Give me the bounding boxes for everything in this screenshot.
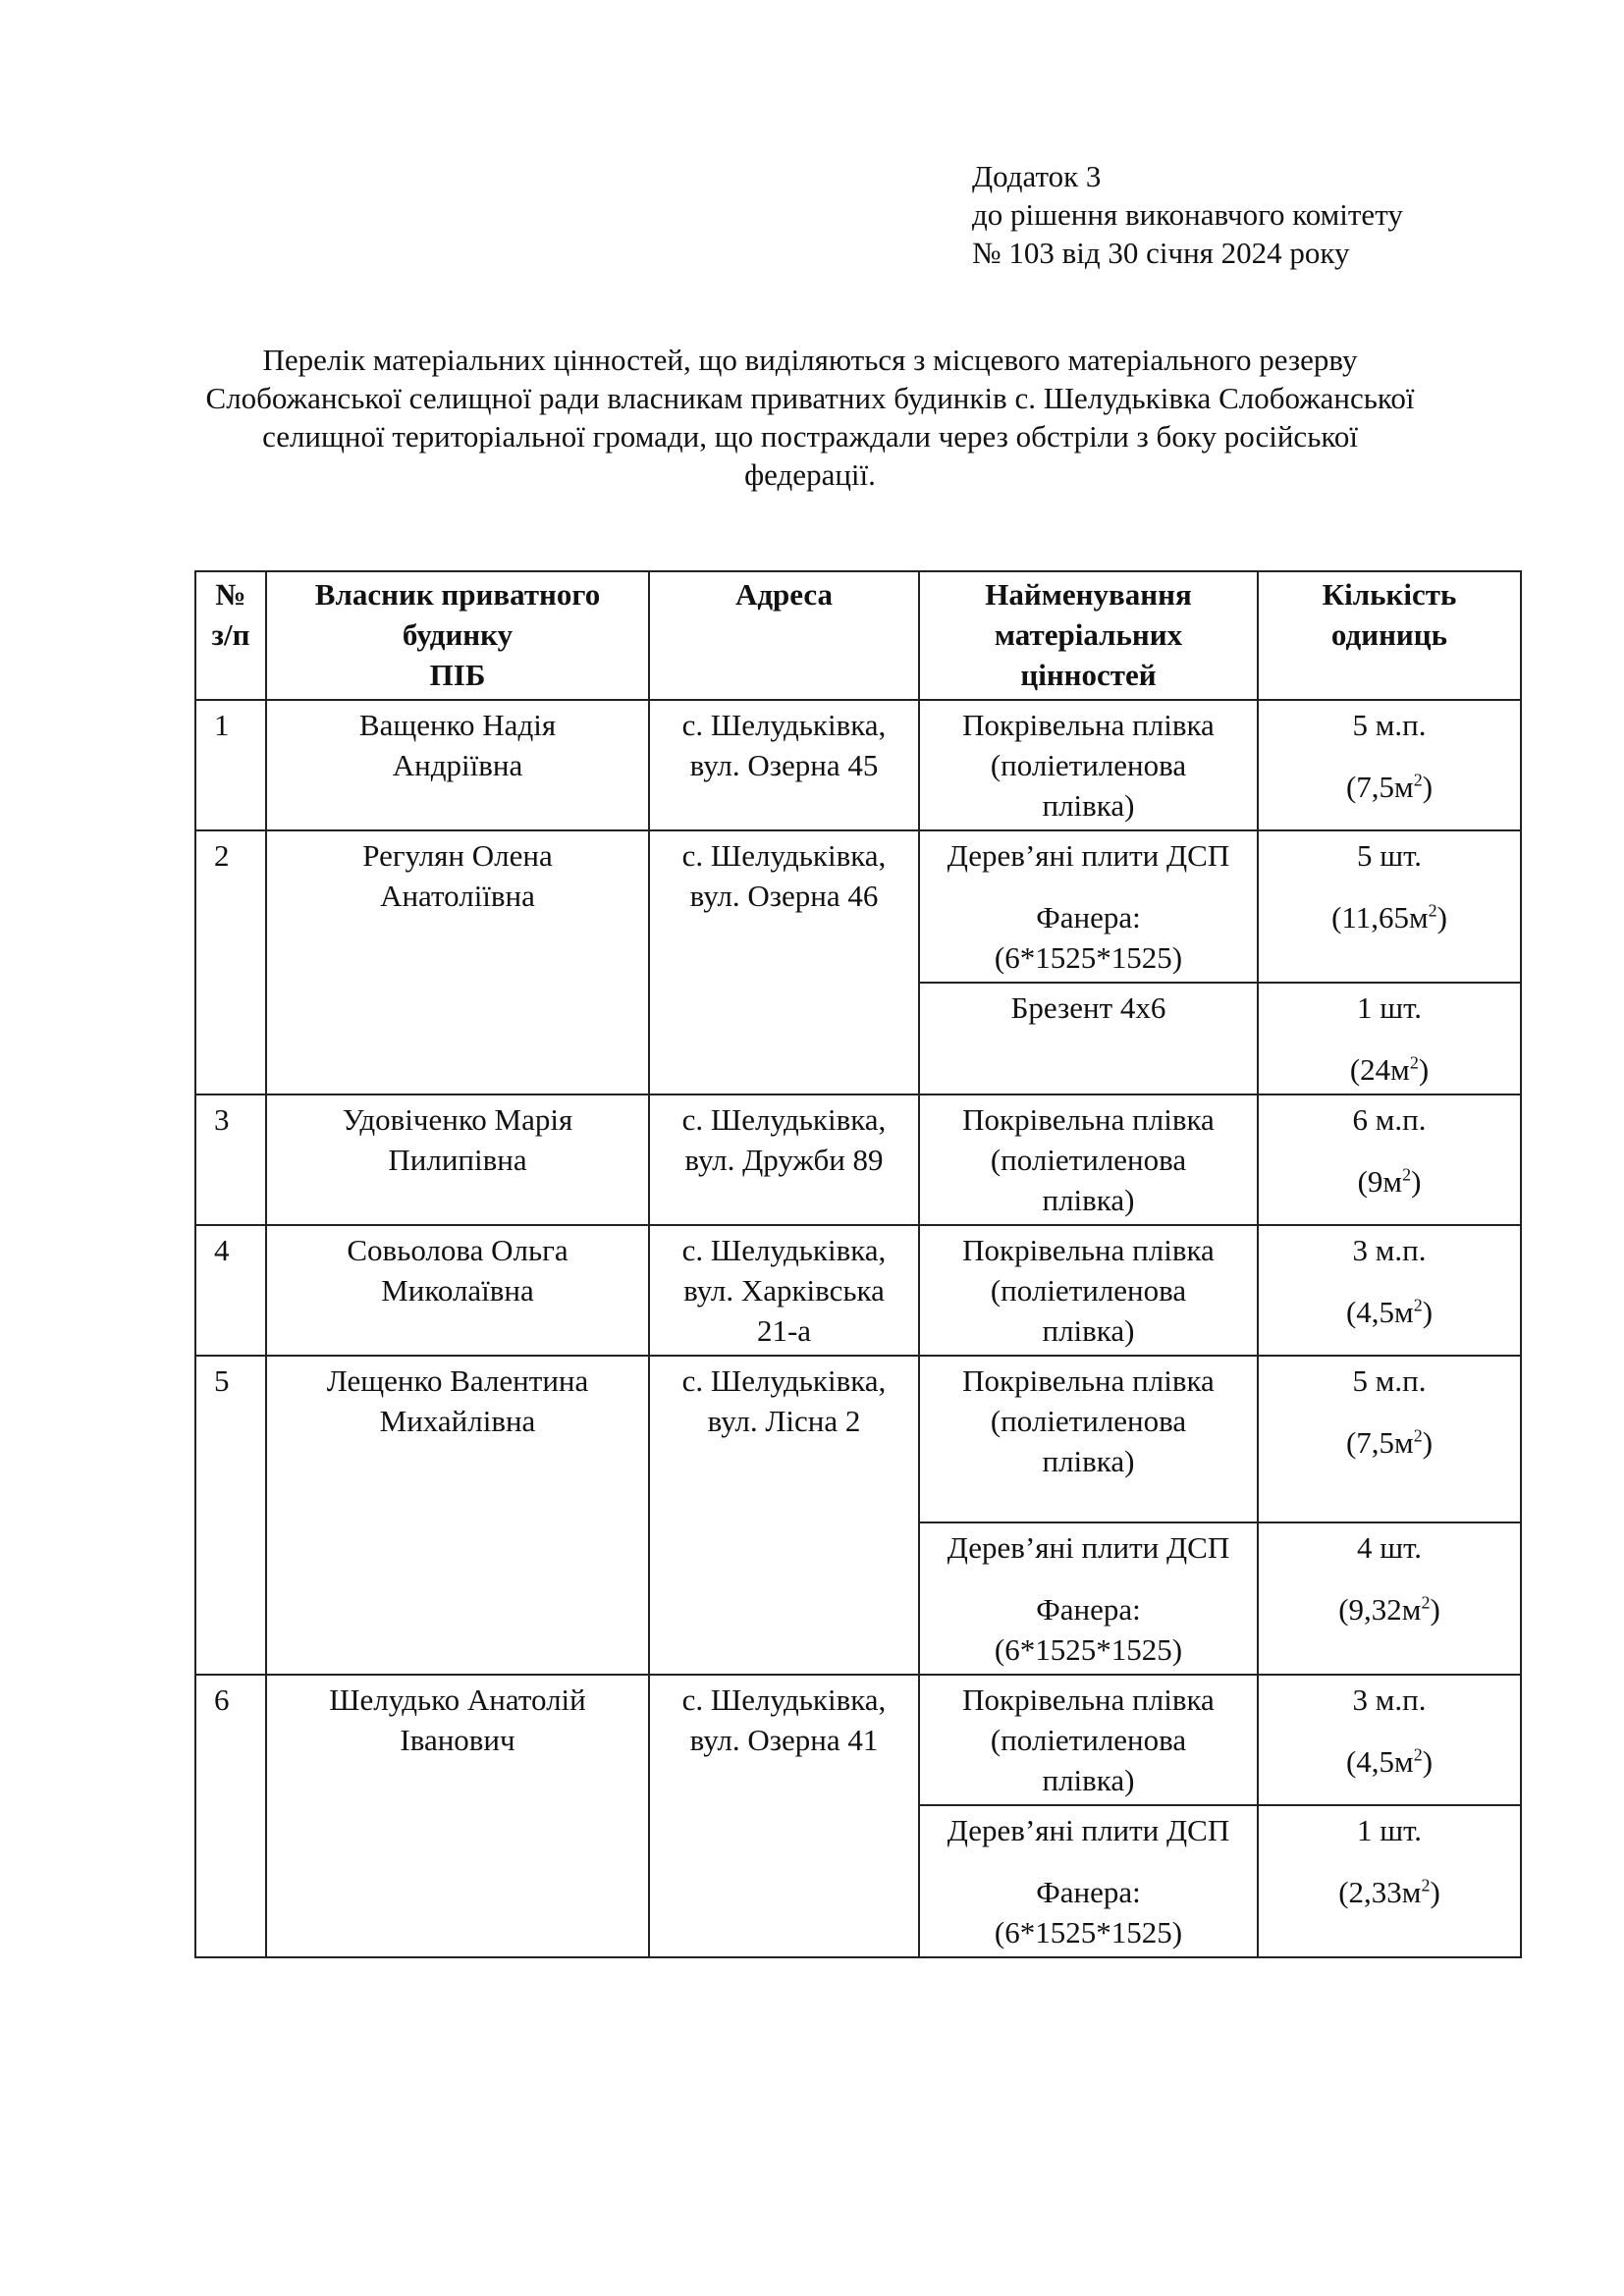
qty-units: 1 шт. bbox=[1356, 990, 1423, 1025]
item-name: Покрівельна плівка (поліетиленова плівка) bbox=[962, 1363, 1215, 1478]
area-close: ) bbox=[1418, 1052, 1430, 1087]
area-close: ) bbox=[1422, 1425, 1434, 1460]
cell-num: 4 bbox=[195, 1225, 266, 1356]
cell-owner: Удовіченко Марія Пилипівна bbox=[266, 1095, 649, 1225]
materials-table bbox=[194, 570, 1522, 1958]
table-row bbox=[195, 700, 1521, 830]
cell-owner: Совьолова Ольга Миколаївна bbox=[266, 1225, 649, 1356]
qty-area bbox=[1269, 1049, 1510, 1090]
cell-qty bbox=[1258, 1522, 1521, 1675]
area-exponent: 2 bbox=[1413, 1295, 1423, 1315]
item-name: Покрівельна плівка (поліетиленова плівка) bbox=[962, 708, 1215, 823]
cell-item bbox=[919, 1805, 1258, 1957]
header-qty: Кількість одиниць bbox=[1258, 571, 1521, 700]
cell-item bbox=[919, 1356, 1258, 1522]
area-value: (9,32м bbox=[1338, 1592, 1422, 1627]
area-value: (7,5м bbox=[1345, 770, 1414, 804]
header-item: Найменування матеріальних цінностей bbox=[919, 571, 1258, 700]
cell-qty bbox=[1258, 1356, 1521, 1522]
document-title bbox=[177, 341, 1443, 494]
cell-owner: Регулян Олена Анатоліївна bbox=[266, 830, 649, 1095]
qty-units: 4 шт. bbox=[1356, 1530, 1423, 1565]
cell-item bbox=[919, 1522, 1258, 1675]
qty-units: 5 шт. bbox=[1356, 838, 1423, 873]
title-line-2: Слобожанської селищної ради власникам приватних будинків с. Шелудьківка Слобожанської bbox=[205, 381, 1415, 415]
cell-num: 3 bbox=[195, 1095, 266, 1225]
area-close: ) bbox=[1422, 770, 1434, 804]
item-spec: Фанера: (6*1525*1525) bbox=[994, 1875, 1183, 1949]
cell-owner: Шелудько Анатолій Іванович bbox=[266, 1675, 649, 1957]
cell-address: с. Шелудьківка, вул. Озерна 41 bbox=[649, 1675, 919, 1957]
cell-num: 5 bbox=[195, 1356, 266, 1675]
cell-address: с. Шелудьківка, вул. Дружби 89 bbox=[649, 1095, 919, 1225]
item-name: Дерев’яні плити ДСП bbox=[947, 838, 1230, 873]
table-row bbox=[195, 1356, 1521, 1522]
qty-area bbox=[1269, 1161, 1510, 1201]
cell-qty bbox=[1258, 1225, 1521, 1356]
cell-item bbox=[919, 830, 1258, 983]
cell-qty bbox=[1258, 1805, 1521, 1957]
qty-area bbox=[1269, 1589, 1510, 1629]
cell-owner: Лещенко Валентина Михайлівна bbox=[266, 1356, 649, 1675]
cell-qty bbox=[1258, 830, 1521, 983]
cell-qty bbox=[1258, 1675, 1521, 1805]
area-exponent: 2 bbox=[1413, 1744, 1423, 1765]
header-owner: Власник приватного будинку ПІБ bbox=[266, 571, 649, 700]
header-address: Адреса bbox=[649, 571, 919, 700]
item-name: Покрівельна плівка (поліетиленова плівка) bbox=[962, 1102, 1215, 1217]
qty-area bbox=[1269, 1872, 1510, 1912]
table-row bbox=[195, 1225, 1521, 1356]
area-exponent: 2 bbox=[1421, 1592, 1431, 1613]
table-row bbox=[195, 1095, 1521, 1225]
qty-units: 1 шт. bbox=[1356, 1813, 1423, 1847]
attachment-line-1: Додаток 3 bbox=[972, 159, 1102, 193]
cell-address: с. Шелудьківка, вул. Озерна 46 bbox=[649, 830, 919, 1095]
item-name: Брезент 4х6 bbox=[1010, 990, 1166, 1025]
attachment-block bbox=[972, 157, 1403, 272]
cell-item bbox=[919, 1095, 1258, 1225]
area-value: (11,65м bbox=[1331, 900, 1429, 934]
cell-qty bbox=[1258, 700, 1521, 830]
area-value: (2,33м bbox=[1338, 1875, 1422, 1909]
area-value: (4,5м bbox=[1345, 1295, 1414, 1329]
item-spec: Фанера: (6*1525*1525) bbox=[994, 1592, 1183, 1667]
area-close: ) bbox=[1422, 1744, 1434, 1779]
table-body bbox=[195, 700, 1521, 1957]
table-row bbox=[195, 1675, 1521, 1805]
area-exponent: 2 bbox=[1409, 1052, 1419, 1073]
qty-area bbox=[1269, 767, 1510, 807]
qty-units: 3 м.п. bbox=[1352, 1233, 1427, 1267]
cell-item bbox=[919, 1225, 1258, 1356]
cell-address: с. Шелудьківка, вул. Озерна 45 bbox=[649, 700, 919, 830]
table-row bbox=[195, 830, 1521, 983]
qty-area bbox=[1269, 1741, 1510, 1782]
cell-qty bbox=[1258, 983, 1521, 1095]
area-value: (4,5м bbox=[1345, 1744, 1414, 1779]
qty-units: 3 м.п. bbox=[1352, 1682, 1427, 1717]
cell-qty bbox=[1258, 1095, 1521, 1225]
title-line-1: Перелік матеріальних цінностей, що виділяються з місцевого матеріального резерву bbox=[262, 343, 1358, 377]
cell-address: с. Шелудьківка, вул. Харківська 21-а bbox=[649, 1225, 919, 1356]
area-value: (9м bbox=[1357, 1164, 1403, 1199]
attachment-line-3: № 103 від 30 січня 2024 року bbox=[972, 236, 1350, 270]
cell-item bbox=[919, 983, 1258, 1095]
area-close: ) bbox=[1430, 1592, 1440, 1627]
header-num: № з/п bbox=[195, 571, 266, 700]
cell-num: 6 bbox=[195, 1675, 266, 1957]
area-exponent: 2 bbox=[1413, 770, 1423, 790]
item-name: Дерев’яні плити ДСП bbox=[947, 1813, 1230, 1847]
area-close: ) bbox=[1411, 1164, 1422, 1199]
qty-units: 5 м.п. bbox=[1352, 1363, 1427, 1398]
area-exponent: 2 bbox=[1428, 900, 1437, 921]
cell-item bbox=[919, 1675, 1258, 1805]
table-header-row bbox=[195, 571, 1521, 700]
cell-address: с. Шелудьківка, вул. Лісна 2 bbox=[649, 1356, 919, 1675]
cell-num: 2 bbox=[195, 830, 266, 1095]
qty-units: 5 м.п. bbox=[1352, 708, 1427, 742]
item-name: Дерев’яні плити ДСП bbox=[947, 1530, 1230, 1565]
item-spec: Фанера: (6*1525*1525) bbox=[994, 900, 1183, 975]
area-value: (24м bbox=[1349, 1052, 1410, 1087]
area-exponent: 2 bbox=[1413, 1425, 1423, 1446]
qty-area bbox=[1269, 1422, 1510, 1463]
cell-owner: Ващенко Надія Андріївна bbox=[266, 700, 649, 830]
item-name: Покрівельна плівка (поліетиленова плівка) bbox=[962, 1233, 1215, 1348]
area-close: ) bbox=[1430, 1875, 1440, 1909]
title-line-4: федерації. bbox=[744, 457, 876, 492]
area-exponent: 2 bbox=[1421, 1875, 1431, 1896]
cell-num: 1 bbox=[195, 700, 266, 830]
area-value: (7,5м bbox=[1345, 1425, 1414, 1460]
qty-area bbox=[1269, 897, 1510, 937]
title-line-3: селищної територіальної громади, що постраждали через обстріли з боку російської bbox=[262, 419, 1358, 454]
area-exponent: 2 bbox=[1402, 1164, 1412, 1185]
area-close: ) bbox=[1436, 900, 1447, 934]
qty-area bbox=[1269, 1292, 1510, 1332]
cell-item bbox=[919, 700, 1258, 830]
attachment-line-2: до рішення виконавчого комітету bbox=[972, 197, 1403, 232]
qty-units: 6 м.п. bbox=[1352, 1102, 1427, 1137]
area-close: ) bbox=[1422, 1295, 1434, 1329]
item-name: Покрівельна плівка (поліетиленова плівка) bbox=[962, 1682, 1215, 1797]
